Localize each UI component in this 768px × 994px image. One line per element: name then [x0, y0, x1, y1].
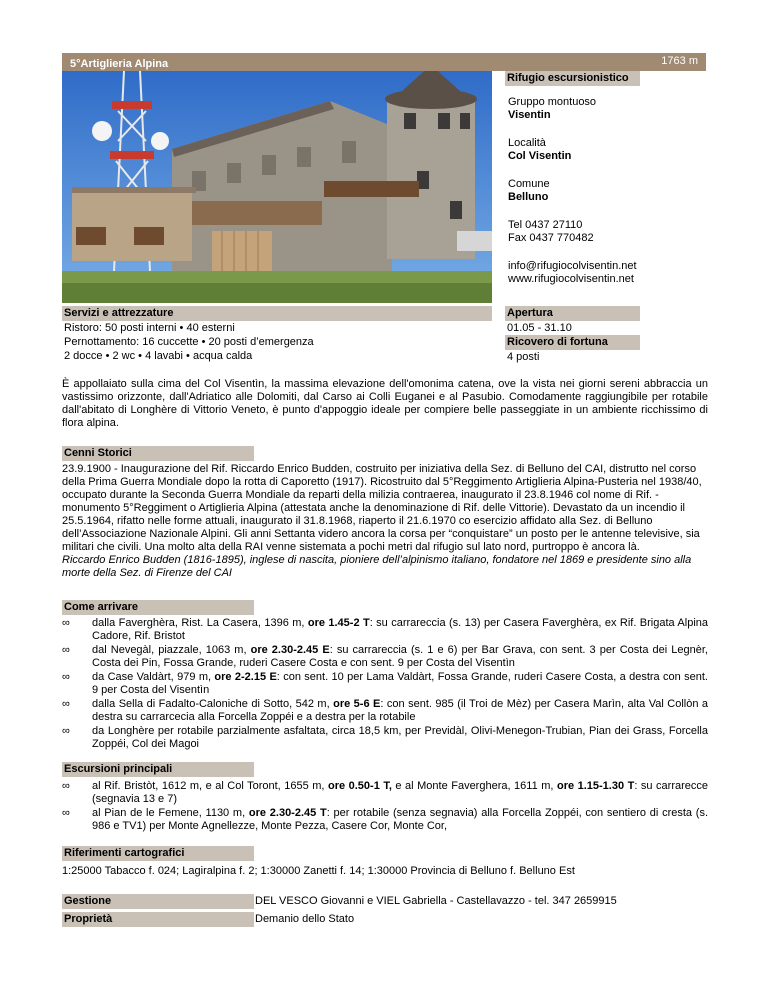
escursioni-title: Escursioni principali: [62, 762, 254, 777]
refuge-type: Rifugio escursionistico: [505, 71, 640, 86]
email-link[interactable]: info@rifugiocolvisentin.net: [508, 260, 637, 272]
apertura-title: Apertura: [505, 306, 640, 321]
servizi-line: Pernottamento: 16 cuccette • 20 posti d’emergenza: [64, 336, 314, 348]
altitude: 1763 m: [661, 55, 698, 67]
bullet-icon: ∞: [62, 725, 70, 737]
cenni-title: Cenni Storici: [62, 446, 254, 461]
comune-block: [505, 178, 640, 204]
phone-block: [505, 219, 640, 245]
list-item: ∞ al Rif. Bristòt, 1612 m, e al Col Toront, 1655 m, ore 0.50-1 T, e al Monte Faverghera, 1611 m, ore 1.15-1.30 T: su carrarecce (segnavia 13 e 7): [62, 780, 708, 805]
list-item: ∞ al Pian de le Femene, 1130 m, ore 2.30-2.45 T: per rotabile (senza segnavia) alla Forcella Zoppéi, con sentiero di cresta (s. 986 e TV1) per Monte Agnellezze, Monte Pezza, Casere Cor, Monte Cor,: [62, 807, 708, 832]
escursioni-list: [62, 780, 708, 834]
bullet-icon: ∞: [62, 617, 70, 629]
tel: Tel 0437 27110: [508, 219, 583, 231]
list-item: ∞ dalla Sella di Fadalto-Caloniche di Sotto, 542 m, ore 5-6 E: con sent. 985 (il Troi de Mèz) per Casera Marìn, alta Val Collòn a destra su carrarcecia alla Forcella Zoppéi e a destra per la rotabile: [62, 698, 709, 723]
gruppo-block: [505, 96, 640, 122]
proprieta-label: Proprietà: [62, 912, 254, 927]
servizi-section: [62, 306, 492, 363]
info-column: [505, 71, 640, 286]
ricovero-value: 4 posti: [507, 351, 540, 363]
gestione-label: Gestione: [62, 894, 254, 909]
riferimenti-text: 1:25000 Tabacco f. 024; Lagiralpina f. 2; 1:30000 Zanetti f. 14; 1:30000 Provincia di Belluno f. Belluno Est: [62, 865, 575, 877]
fax: Fax 0437 770482: [508, 232, 594, 244]
gestione-row: [62, 894, 708, 909]
bullet-icon: ∞: [62, 698, 70, 710]
cenni-body: 23.9.1900 - Inaugurazione del Rif. Riccardo Enrico Budden, costruito per iniziativa della Sez. di Belluno del CAI, distrutto nel corso della Prima Guerra Mondiale dopo la rotta di Caporetto (1917). Ricostruito dal 5°Reggimento Artiglieria Alpina-Pusteria nel 1938/40, occupato durante la Seconda Guerra Mondiale da reparti della milizia contraerea, inaugurato il 23.8.1946 col nome di Rif. - monumento 5°Reggiment o Artiglieria Alpina (attestata anche la denominazione di Rif. delle Vittorie). Devastato da un incendio il 25.5.1964, rifatto nelle forme attuali, inaugurato il 31.8.1968, riaperto il 21.6.1970 co esercizio affidato alla Sez. di Belluno dell’Associazione Nazionale Alpini. Gli anni Settanta videro ancora la corsa per “conquistare” un posto per le antenne televisive, sia militari che civili. Una molto alta della RAI venne sistemata a pochi metri dal rifugio sul lato nord, purtroppo è ancora là.: [62, 463, 702, 553]
proprieta-value: Demanio dello Stato: [255, 913, 355, 925]
list-item: ∞ dalla Faverghèra, Rist. La Casera, 1396 m, ore 1.45-2 T: su carrareccia (s. 13) per Casera Faverghèra, ex Rif. Brigata Alpina Cadore, Rif. Bristot: [62, 617, 709, 642]
refuge-photo: [62, 71, 492, 303]
gestione-value: DEL VESCO Giovanni e VIEL Gabriella - Castellavazzo - tel. 347 2659915: [255, 895, 617, 907]
apertura-section: [505, 306, 640, 364]
servizi-line: 2 docce • 2 wc • 4 lavabi • acqua calda: [64, 350, 253, 362]
localita-block: [505, 137, 640, 163]
list-item: ∞ dal Nevegàl, piazzale, 1063 m, ore 2.30-2.45 E: su carrareccia (s. 1 e 6) per Bar Grava, con sent. 3 per Costa dei Legnèr, Costa dei Pin, Fossa Grande, ruderi Casere Costa e con sent. 9 per Costa del Visentìn: [62, 644, 708, 669]
bullet-icon: ∞: [62, 671, 70, 683]
cenni-note: Riccardo Enrico Budden (1816-1895), inglese di nascita, pioniere dell’alpinismo italiano, fondatore nel 1869 e presidente sino alla morte della Sez. di Firenze del CAI: [62, 554, 692, 579]
ricovero-title: Ricovero di fortuna: [505, 335, 640, 350]
localita-label: Località: [508, 137, 546, 149]
comune-value: Belluno: [508, 191, 549, 203]
cenni-text: [62, 463, 708, 580]
servizi-title: Servizi e attrezzature: [62, 306, 492, 321]
contact-block: [505, 260, 640, 286]
refuge-name: 5°Artiglieria Alpina: [70, 58, 169, 70]
website-link[interactable]: www.rifugiocolvisentin.net: [508, 273, 634, 285]
bullet-icon: ∞: [62, 807, 70, 819]
list-item: ∞ da Longhère per rotabile parzialmente asfaltata, circa 18,5 km, per Previdàl, Olivi-Menegon-Trubian, Pian dei Grass, Forcella Zoppéi, Col dei Magoi: [62, 725, 708, 750]
gruppo-label: Gruppo montuoso: [508, 96, 597, 108]
bullet-icon: ∞: [62, 644, 70, 656]
arrivare-list: [62, 617, 708, 752]
proprieta-row: [62, 912, 708, 927]
list-item: ∞ da Case Valdàrt, 979 m, ore 2-2.15 E: con sent. 10 per Lama Valdàrt, Fossa Grande, ruderi Casere Costa, a destra con sent. 9 per Costa del Visentìn: [62, 671, 708, 696]
servizi-line: Ristoro: 50 posti interni • 40 esterni: [64, 322, 235, 334]
riferimenti-title: Riferimenti cartografici: [62, 846, 254, 861]
intro-paragraph: È appollaiato sulla cima del Col Visentìn, la massima elevazione dell'omonima catena, ove la vista nei giorni sereni abbraccia un vastissimo orizzonte, dall'Adriatico alle Dolomiti, dal Carso ai Colli Euganei e al Pasubio. Comodamente raggiungibile per rotabile dall'abitato di Longhère di Vittorio Veneto, è punto d'appoggio ideale per compiere belle passeggiate in un ambiente ricchissimo di flora alpina.: [62, 378, 708, 429]
title-bar: [62, 53, 706, 71]
arrivare-title: Come arrivare: [62, 600, 254, 615]
refuge-photo-drawing: [62, 71, 492, 303]
bullet-icon: ∞: [62, 780, 70, 792]
localita-value: Col Visentin: [508, 150, 572, 162]
gruppo-value: Visentin: [508, 109, 551, 121]
apertura-dates: 01.05 - 31.10: [507, 322, 572, 334]
comune-label: Comune: [508, 178, 550, 190]
